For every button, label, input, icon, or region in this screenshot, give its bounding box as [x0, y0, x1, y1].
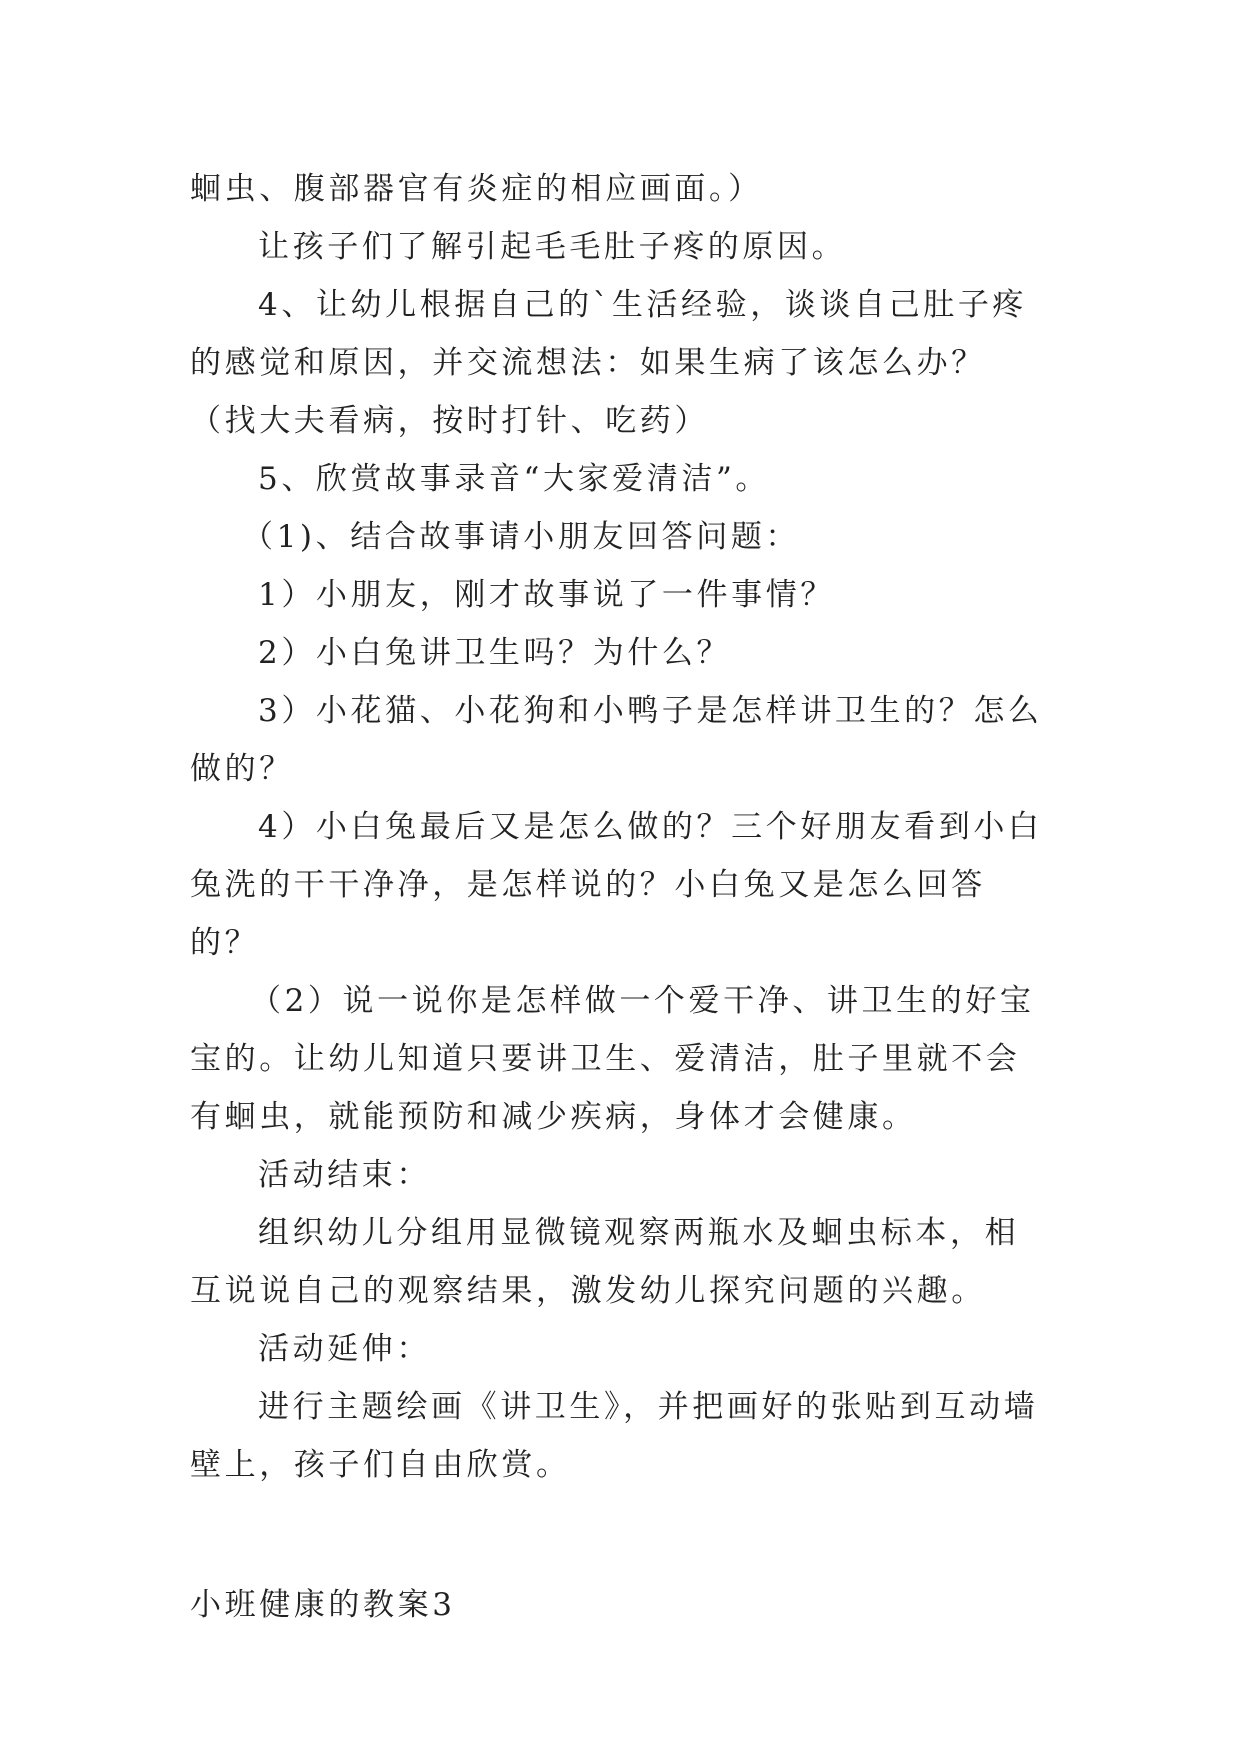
- paragraph: （1)、结合故事请小朋友回答问题：: [242, 519, 801, 555]
- paragraph: 5、欣赏故事录音“大家爱清洁”。: [258, 461, 771, 497]
- paragraph: 4）小白兔最后又是怎么做的？三个好朋友看到小白兔洗的干干净净，是怎样说的？小白兔又是怎么回答的？: [190, 809, 1043, 961]
- paragraph: 活动延伸：: [258, 1331, 431, 1367]
- paragraph: 3）小花猫、小花狗和小鸭子是怎样讲卫生的？怎么做的？: [190, 693, 1043, 787]
- paragraph: 组织幼儿分组用显微镜观察两瓶水及蛔虫标本，相互说说自己的观察结果，激发幼儿探究问题的兴趣。: [190, 1215, 1020, 1309]
- paragraph: 活动结束：: [258, 1157, 431, 1193]
- document-body: [190, 160, 1050, 1634]
- paragraph: 4、让幼儿根据自己的`生活经验，谈谈自己肚子疼的感觉和原因，并交流想法：如果生病了该怎么办？（找大夫看病，按时打针、吃药）: [190, 287, 1028, 439]
- paragraph: 1）小朋友，刚才故事说了一件事情？: [258, 577, 835, 613]
- section-heading: 小班健康的教案3: [190, 1587, 456, 1623]
- paragraph: 让孩子们了解引起毛毛肚子疼的原因。: [258, 229, 847, 265]
- paragraph: （2）说一说你是怎样做一个爱干净、讲卫生的好宝宝的。让幼儿知道只要讲卫生、爱清洁，肚子里就不会有蛔虫，就能预防和减少疾病，身体才会健康。: [190, 983, 1035, 1135]
- paragraph-continuation: 蛔虫、腹部器官有炎症的相应画面。）: [190, 171, 763, 207]
- paragraph: 2）小白兔讲卫生吗？为什么？: [258, 635, 732, 671]
- paragraph: 进行主题绘画《讲卫生》，并把画好的张贴到互动墙壁上，孩子们自由欣赏。: [190, 1389, 1039, 1483]
- blank-line: [190, 1494, 1050, 1552]
